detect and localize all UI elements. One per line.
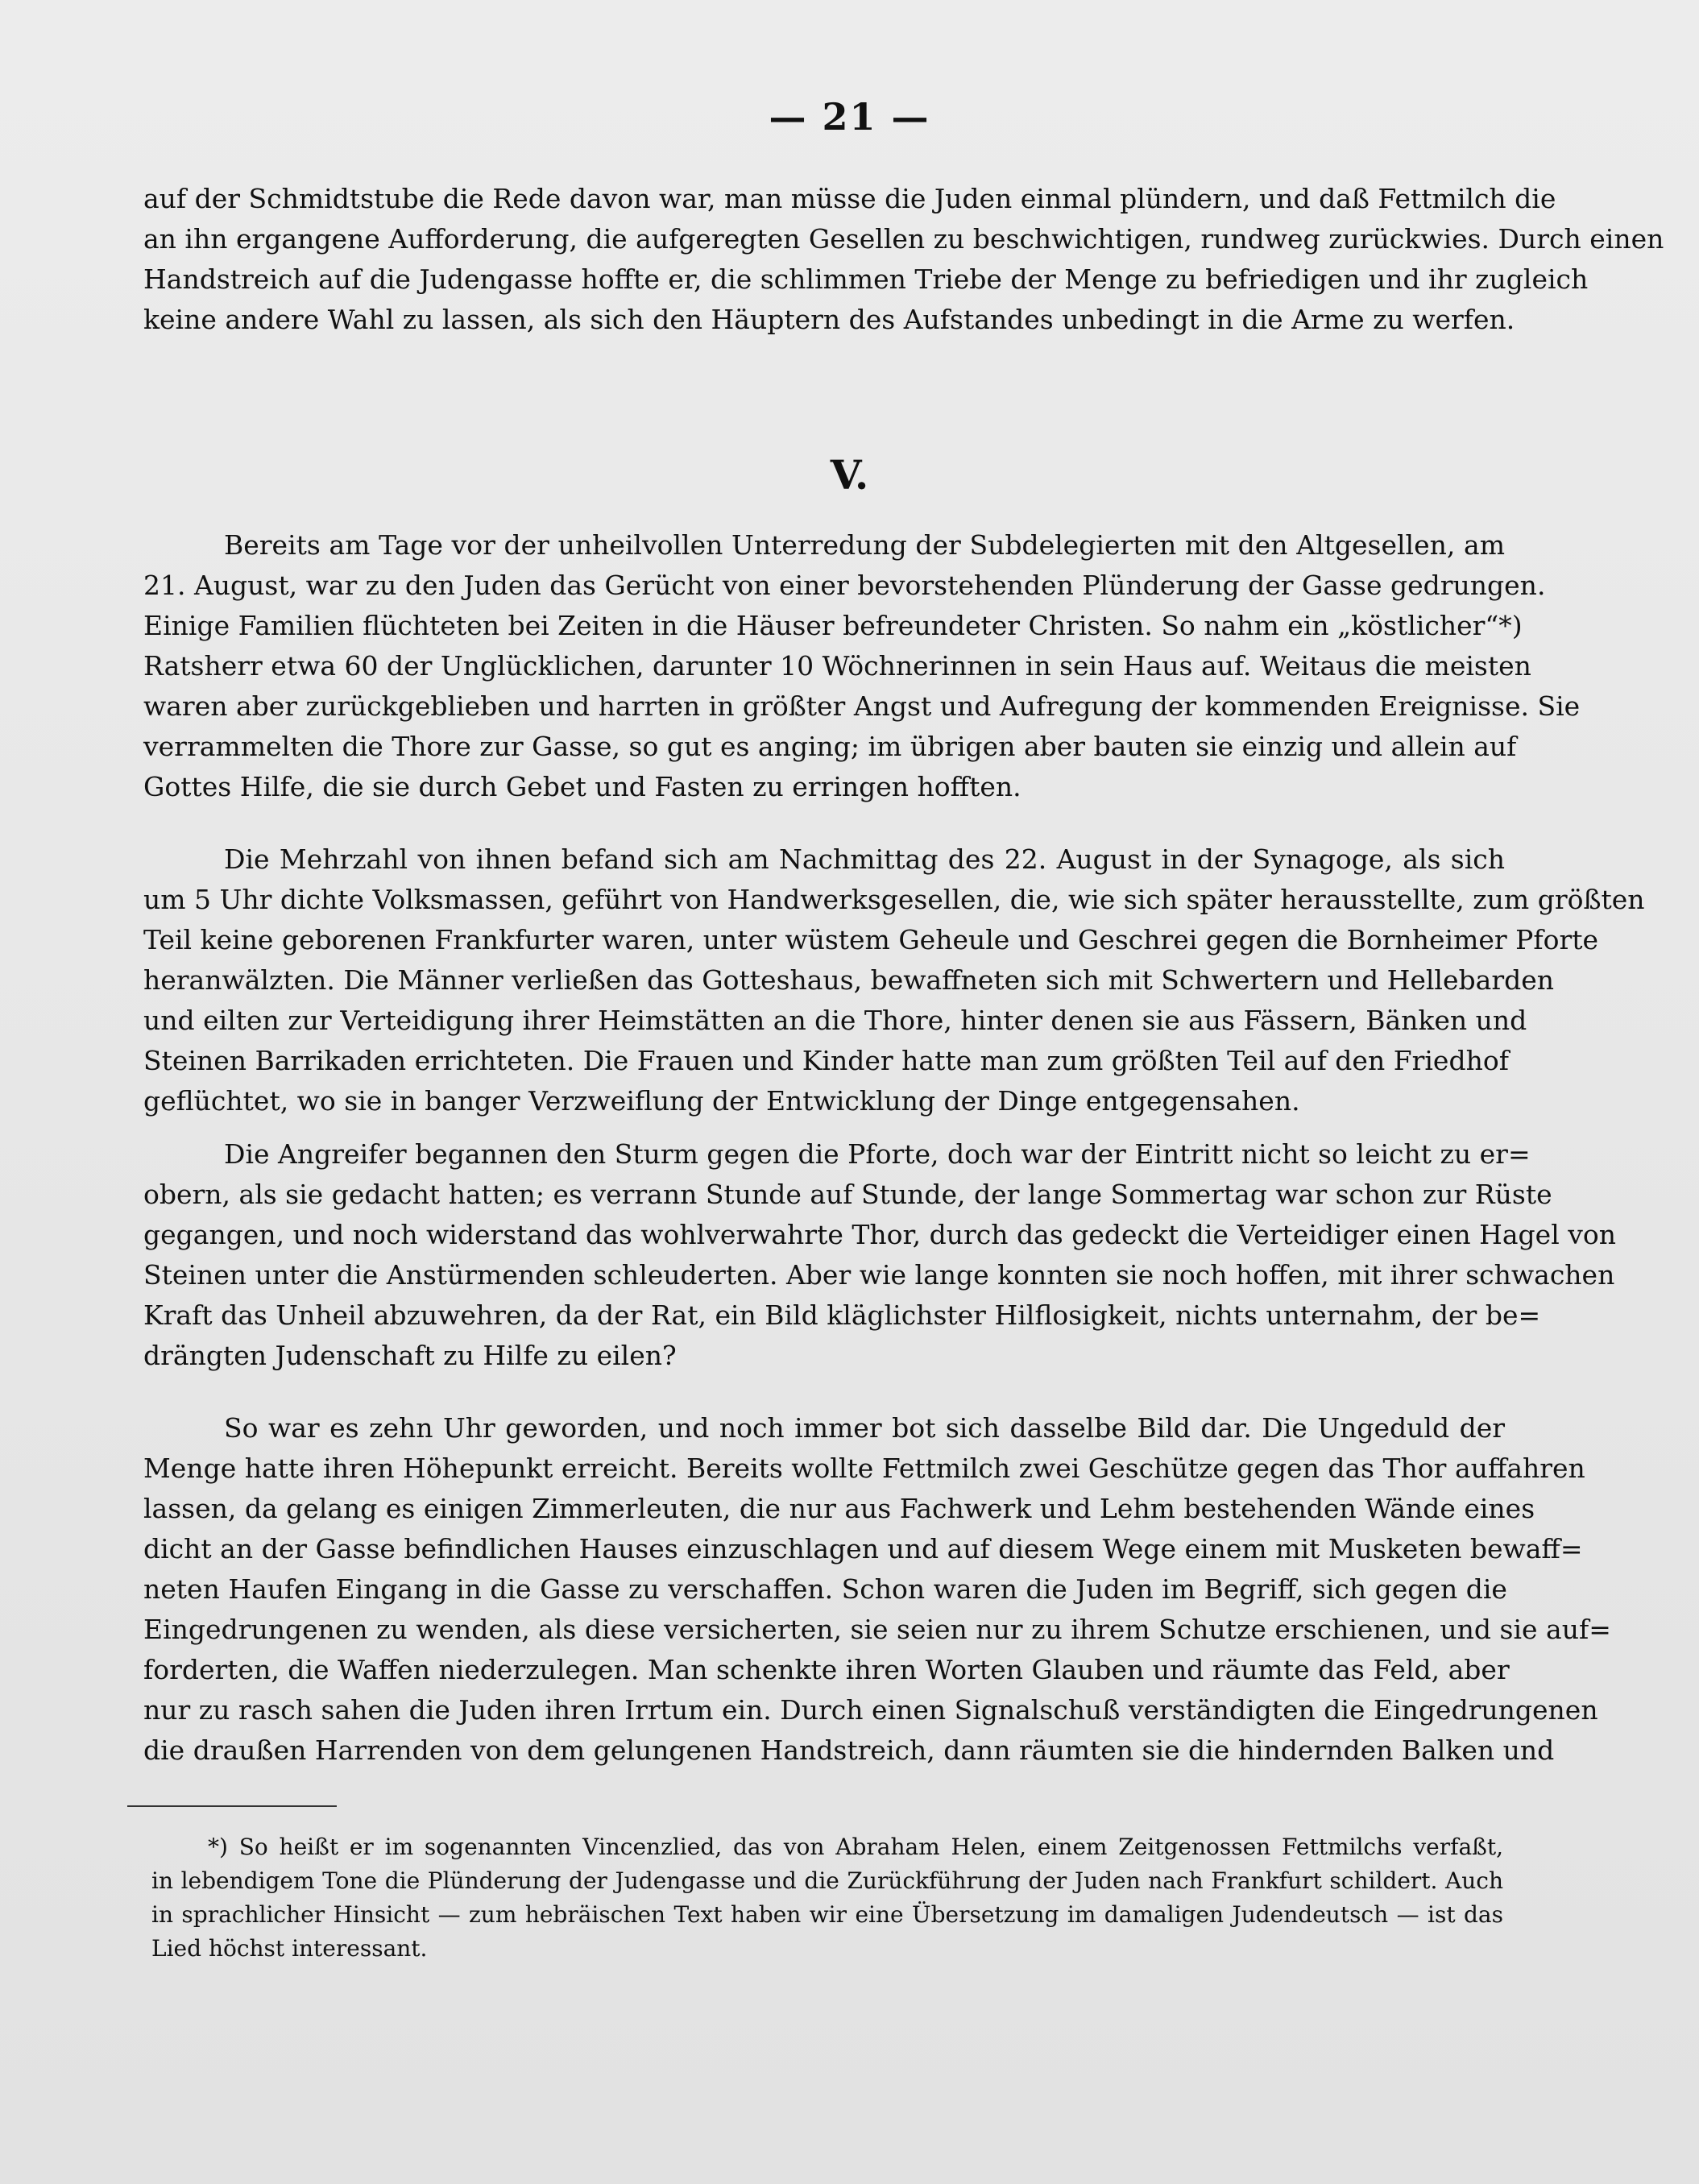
text-line: neten Haufen Eingang in die Gasse zu verschaffen. Schon waren die Juden im Begriff, sich gegen die — [143, 1573, 1507, 1605]
footnote-line: in lebendigem Tone die Plünderung der Judengasse und die Zurückführung der Juden nach Frankfurt schildert. Auch — [151, 1867, 1503, 1894]
text-line: Die Mehrzahl von ihnen befand sich am Nachmittag des 22. August in der Synagoge, als sich — [224, 843, 1505, 875]
text-line: die draußen Harrenden von dem gelungenen Handstreich, dann räumten sie die hindernden Balken und — [143, 1734, 1555, 1766]
paragraph-1 — [143, 179, 1664, 340]
footnote-line: in sprachlicher Hinsicht — zum hebräischen Text haben wir eine Übersetzung im damaligen Judendeutsch — ist das — [151, 1901, 1503, 1928]
paragraph-4 — [143, 1134, 1617, 1376]
page-number: — 21 — — [769, 95, 930, 139]
text-line: Steinen Barrikaden errichteten. Die Frauen und Kinder hatte man zum größten Teil auf den Friedhof — [143, 1045, 1509, 1076]
text-line: und eilten zur Verteidigung ihrer Heimstätten an die Thore, hinter denen sie aus Fässern, Bänken und — [143, 1005, 1527, 1036]
text-line: geflüchtet, wo sie in banger Verzweiflung der Entwicklung der Dinge entgegensahen. — [143, 1085, 1300, 1117]
paragraph-2 — [143, 525, 1581, 807]
text-line: Eingedrungenen zu wenden, als diese versicherten, sie seien nur zu ihrem Schutze erschienen, und sie auf= — [143, 1614, 1611, 1645]
text-line: an ihn ergangene Aufforderung, die aufgeregten Gesellen zu beschwichtigen, rundweg zurückwies. Durch einen — [143, 223, 1664, 255]
text-line: auf der Schmidtstube die Rede davon war, man müsse die Juden einmal plündern, und daß Fettmilch die — [143, 183, 1556, 214]
chapter-heading: V. — [830, 451, 869, 499]
text-line: forderten, die Waffen niederzulegen. Man schenkte ihren Worten Glauben und räumte das Feld, aber — [143, 1654, 1510, 1685]
footnote — [151, 1830, 1503, 1966]
text-line: Gottes Hilfe, die sie durch Gebet und Fasten zu erringen hofften. — [143, 771, 1021, 802]
text-line: lassen, da gelang es einigen Zimmerleuten, die nur aus Fachwerk und Lehm bestehenden Wände eines — [143, 1493, 1535, 1524]
text-line: Steinen unter die Anstürmenden schleuderten. Aber wie lange konnten sie noch hoffen, mit ihrer schwachen — [143, 1259, 1615, 1291]
text-line: Bereits am Tage vor der unheilvollen Unterredung der Subdelegierten mit den Altgesellen, am — [224, 529, 1505, 561]
text-line: verrammelten die Thore zur Gasse, so gut es anging; im übrigen aber bauten sie einzig und allein auf — [143, 731, 1517, 762]
text-line: waren aber zurückgeblieben und harrten in größter Angst und Aufregung der kommenden Ereignisse. Sie — [143, 690, 1581, 722]
footnote-line: *) So heißt er im sogenannten Vincenzlied, das von Abraham Helen, einem Zeitgenossen Fettmilchs verfaßt, — [208, 1834, 1503, 1860]
text-line: 21. August, war zu den Juden das Gerücht von einer bevorstehenden Plünderung der Gasse gedrungen. — [143, 570, 1546, 601]
text-line: Teil keine geborenen Frankfurter waren, unter wüstem Geheule und Geschrei gegen die Bornheimer Pforte — [143, 924, 1599, 955]
footnote-divider — [127, 1805, 337, 1807]
text-line: Ratsherr etwa 60 der Unglücklichen, darunter 10 Wöchnerinnen in sein Haus auf. Weitaus die meisten — [143, 650, 1531, 682]
text-line: Einige Familien flüchteten bei Zeiten in die Häuser befreundeter Christen. So nahm ein „köstlicher“*) — [143, 610, 1523, 641]
text-line: drängten Judenschaft zu Hilfe zu eilen? — [143, 1340, 677, 1371]
text-line: Die Angreifer begannen den Sturm gegen die Pforte, doch war der Eintritt nicht so leicht zu er= — [224, 1138, 1531, 1170]
text-line: dicht an der Gasse befindlichen Hauses einzuschlagen und auf diesem Wege einem mit Musketen bewaff= — [143, 1533, 1583, 1564]
footnote-line: Lied höchst interessant. — [151, 1935, 428, 1962]
paragraph-5 — [143, 1408, 1611, 1771]
text-line: keine andere Wahl zu lassen, als sich den Häuptern des Aufstandes unbedingt in die Arme zu werfen. — [143, 304, 1515, 335]
text-line: um 5 Uhr dichte Volksmassen, geführt von Handwerksgesellen, die, wie sich später herausstellte, zum größten — [143, 884, 1645, 915]
text-line: Handstreich auf die Judengasse hoffte er, die schlimmen Triebe der Menge zu befriedigen und ihr zugleich — [143, 263, 1589, 295]
text-line: gegangen, und noch widerstand das wohlverwahrte Thor, durch das gedeckt die Verteidiger einen Hagel von — [143, 1219, 1617, 1250]
text-line: nur zu rasch sahen die Juden ihren Irrtum ein. Durch einen Signalschuß verständigten die Eingedrungenen — [143, 1694, 1598, 1726]
text-line: heranwälzten. Die Männer verließen das Gotteshaus, bewaffneten sich mit Schwertern und Hellebarden — [143, 964, 1554, 996]
text-line: Menge hatte ihren Höhepunkt erreicht. Bereits wollte Fettmilch zwei Geschütze gegen das Thor auffahren — [143, 1453, 1585, 1484]
text-line: Kraft das Unheil abzuwehren, da der Rat, ein Bild kläglichster Hilflosigkeit, nichts unternahm, der be= — [143, 1299, 1541, 1331]
text-line: obern, als sie gedacht hatten; es verrann Stunde auf Stunde, der lange Sommertag war schon zur Rüste — [143, 1179, 1552, 1210]
text-line: So war es zehn Uhr geworden, und noch immer bot sich dasselbe Bild dar. Die Ungeduld der — [224, 1412, 1505, 1444]
paragraph-3 — [143, 839, 1645, 1121]
